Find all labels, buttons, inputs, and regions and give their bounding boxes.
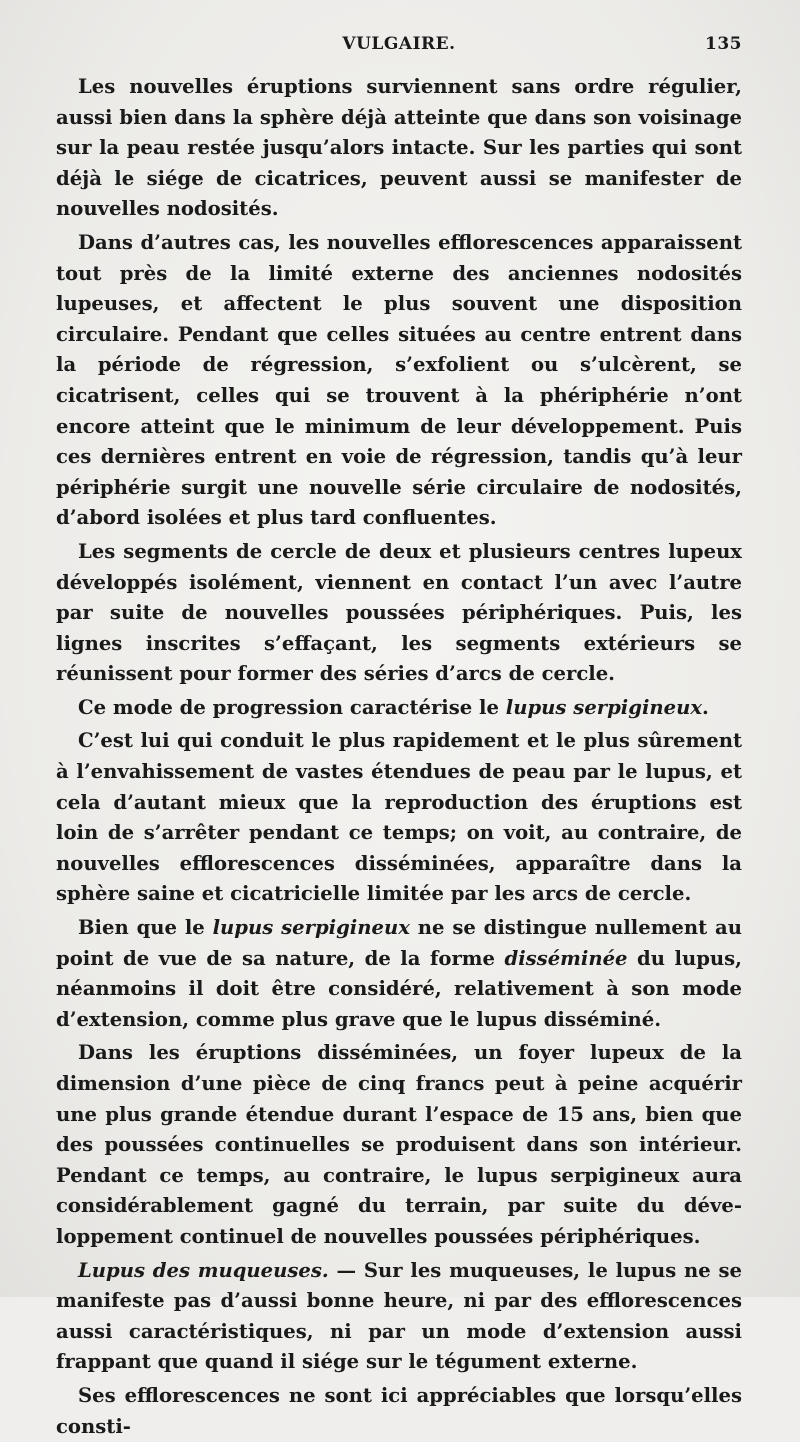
section-heading-lupus-des-muqueuses: Lupus des muqueuses. [78, 1258, 329, 1282]
paragraph-7: Dans les éruptions disséminées, un foyer lupeux de la dimension d’une pièce de cinq francs peut à peine acquérir une plus grande étendue durant l’espace de 15 ans, bien que des poussées continuelles se produisent dans son intérieur. Pendant ce temps, au contraire, le lupus serpigineux aura considérablement gagné du terrain, par suite du développement continuel de nouvelles poussées périphériques. [56, 1041, 742, 1248]
paragraph-6-end: du lupus, néanmoins il doit être considéré, relativement à son mode d’extension, comme plus grave que le lupus disséminé. [56, 946, 742, 1031]
body-text [56, 72, 742, 1442]
term-lupus-serpigineux-2: lupus serpigineux [212, 916, 410, 940]
paragraph-4 [56, 693, 742, 724]
paragraph-1: Les nouvelles éruptions surviennent sans ordre régulier, aussi bien dans la sphère déjà atteinte que dans son voisinage sur la peau restée jusqu’alors intacte. Sur les parties qui sont déjà le siége de cicatrices, peuvent aussi se manifester de nouvelles nodosités. [56, 75, 742, 221]
paragraph-3: Les segments de cercle de deux et plusieurs centres lupeux développés isolément, viennent en contact l’un avec l’autre par suite de nouvelles poussées périphériques. Puis, les lignes inscrites s’effaçant, les segments extérieurs se réunissent pour former des séries d’arcs de cercle. [56, 539, 742, 686]
page-number: 135 [705, 34, 742, 54]
term-lupus-serpigineux: lupus serpigineux [505, 695, 703, 719]
paragraph-5: C’est lui qui conduit le plus rapidement et le plus sûrement à l’envahissement de vastes étendues de peau par le lupus, et cela d’autant mieux que la reproduction des éruptions est loin de s’arrêter pendant ce temps; on voit, au contraire, de nouvelles efflorescences disséminées, apparaître dans la sphère saine et cicatricielle limitée par les arcs de cercle. [56, 729, 742, 906]
paragraph-8 [56, 1256, 742, 1378]
paragraph-6-middle: ne se distingue nullement au point de vue de sa nature, de la forme [56, 916, 742, 970]
paragraph-4-end: . [702, 695, 709, 719]
page-header [56, 30, 742, 60]
running-title: VULGAIRE. [342, 34, 456, 54]
paragraph-6-start: Bien que le [78, 916, 213, 940]
paragraph-6 [56, 913, 742, 1035]
paragraph-2: Dans d’autres cas, les nouvelles efflorescences apparaissent tout près de la limité externe des anciennes nodosités lupeuses, et affectent le plus souvent une disposition circulaire. Pendant que celles situées au centre entrent dans la période de régression, s’exfolient ou s’ulcèrent, se cicatrisent, celles qui se trouvent à la phériphérie n’ont encore atteint que le minimum de leur développement. Puis ces dernières entrent en voie de régression, tandis qu’à leur périphérie surgit une nouvelle série circulaire de nodosités, d’abord isolées et plus tard confluentes. [56, 230, 742, 530]
paragraph-8-text: — Sur les muqueuses, le lupus ne se manifeste pas d’aussi bonne heure, ni par des efflorescences aussi caractéristiques, ni par un mode d’extension aussi frappant que quand il siége sur le tégument externe. [56, 1258, 742, 1374]
paragraph-9: Ses efflorescences ne sont ici appréciables que lorsqu’elles consti- [56, 1383, 742, 1438]
paragraph-4-start: Ce mode de progression caractérise le [78, 695, 506, 719]
term-dissemine: disséminée [504, 946, 628, 970]
